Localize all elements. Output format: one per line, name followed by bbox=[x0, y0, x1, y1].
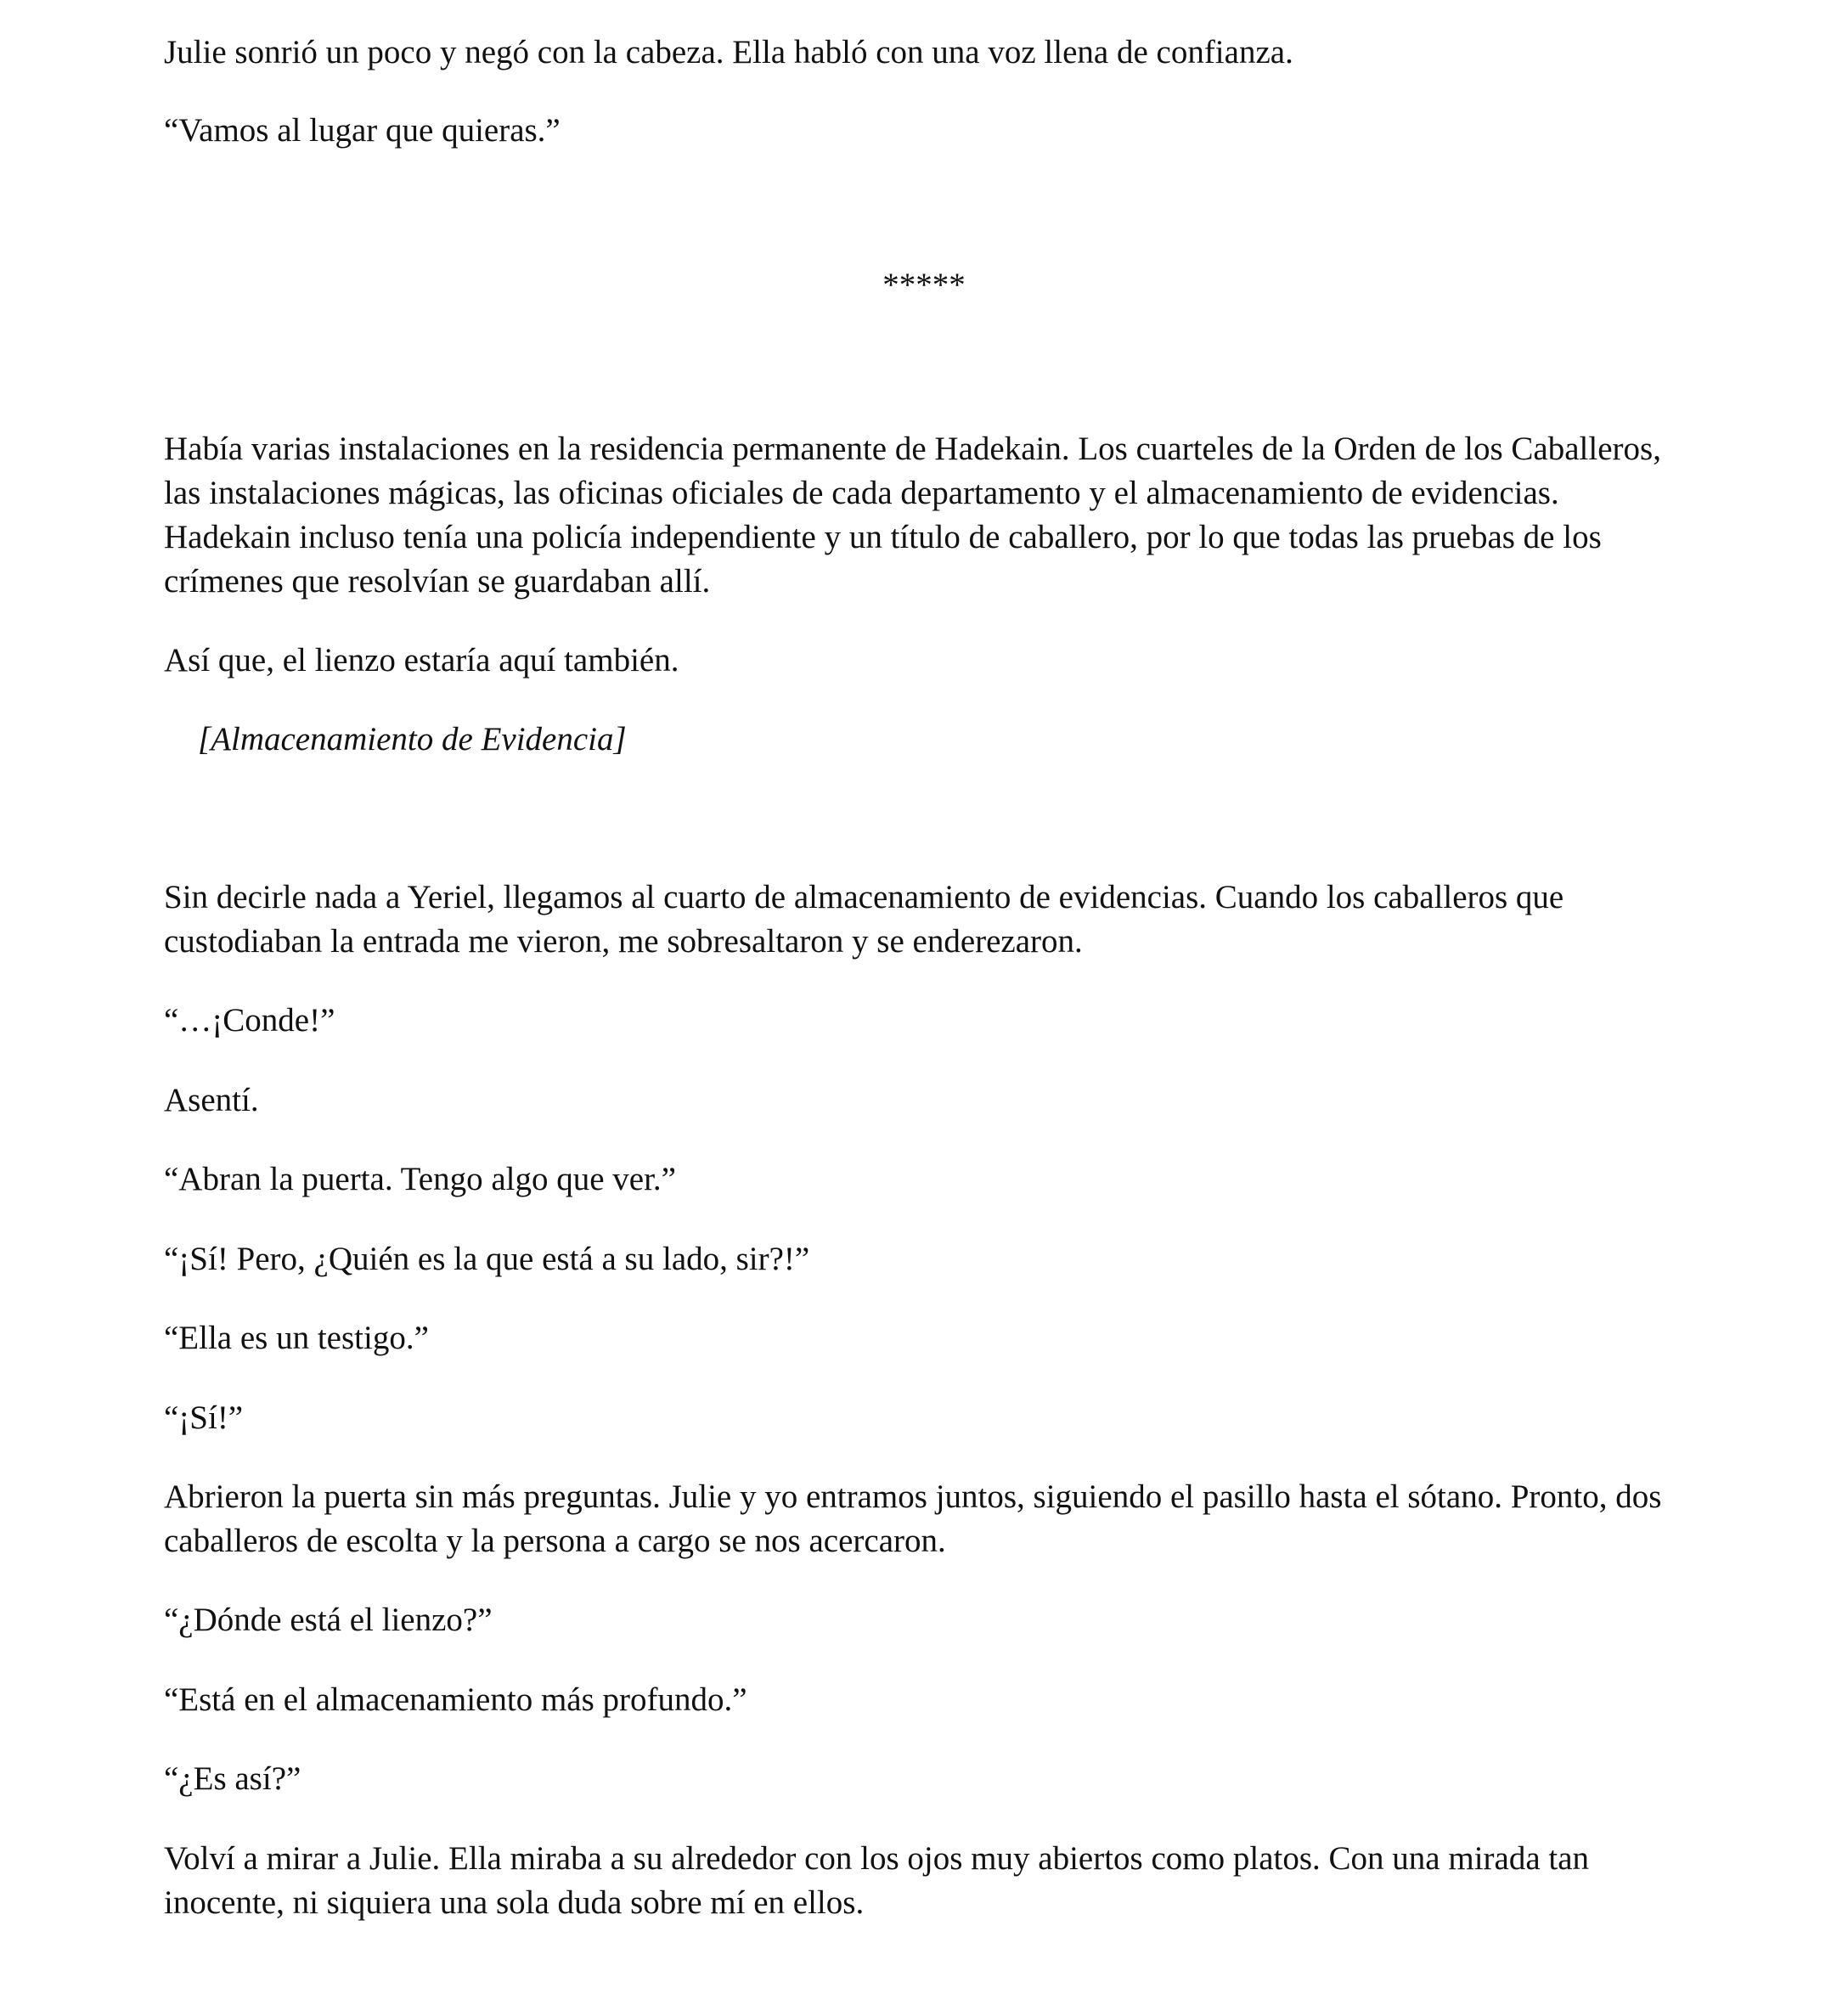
paragraph-1: Julie sonrió un poco y negó con la cabeza. Ella habló con una voz llena de confianza. bbox=[164, 34, 1293, 70]
dialogue-2: “Abran la puerta. Tengo algo que ver.” bbox=[164, 1161, 676, 1197]
dialogue-8: “¿Es así?” bbox=[164, 1760, 301, 1797]
dialogue-3: “¡Sí! Pero, ¿Quién es la que está a su lado, sir?!” bbox=[164, 1241, 810, 1277]
paragraph-7: Abrieron la puerta sin más preguntas. Julie y yo entramos juntos, siguiendo el pasillo hasta el sótano. Pronto, dos caballeros de escolta y la persona a cargo se nos acercaron. bbox=[164, 1478, 1662, 1559]
dialogue-4: “Ella es un testigo.” bbox=[164, 1320, 429, 1356]
dialogue-1: “…¡Conde!” bbox=[164, 1002, 335, 1039]
paragraph-3: Había varias instalaciones en la residencia permanente de Hadekain. Los cuarteles de la Orden de los Caballeros, las instalaciones mágicas, las oficinas oficiales de cada departamento y el almacenamiento de evidencias. Hadekain incluso tenía una policía independiente y un título de caballero, por lo que todas las pruebas de los crímenes que resolvían se guardaban allí. bbox=[164, 431, 1661, 600]
section-separator: ***** bbox=[882, 267, 966, 303]
paragraph-2: “Vamos al lugar que quieras.” bbox=[164, 112, 561, 149]
dialogue-6: “¿Dónde está el lienzo?” bbox=[164, 1602, 493, 1638]
scene-location-label: [Almacenamiento de Evidencia] bbox=[198, 721, 627, 757]
paragraph-5: Sin decirle nada a Yeriel, llegamos al cuarto de almacenamiento de evidencias. Cuando los caballeros que custodiaban la entrada me vieron, me sobresaltaron y se enderezaron. bbox=[164, 879, 1564, 960]
dialogue-7: “Está en el almacenamiento más profundo.” bbox=[164, 1681, 747, 1718]
paragraph-4: Así que, el lienzo estaría aquí también. bbox=[164, 642, 679, 679]
paragraph-6: Asentí. bbox=[164, 1082, 259, 1118]
paragraph-8: Volví a mirar a Julie. Ella miraba a su alrededor con los ojos muy abiertos como platos. Con una mirada tan inocente, ni siquiera una sola duda sobre mí en ellos. bbox=[164, 1840, 1590, 1921]
dialogue-5: “¡Sí!” bbox=[164, 1399, 244, 1436]
